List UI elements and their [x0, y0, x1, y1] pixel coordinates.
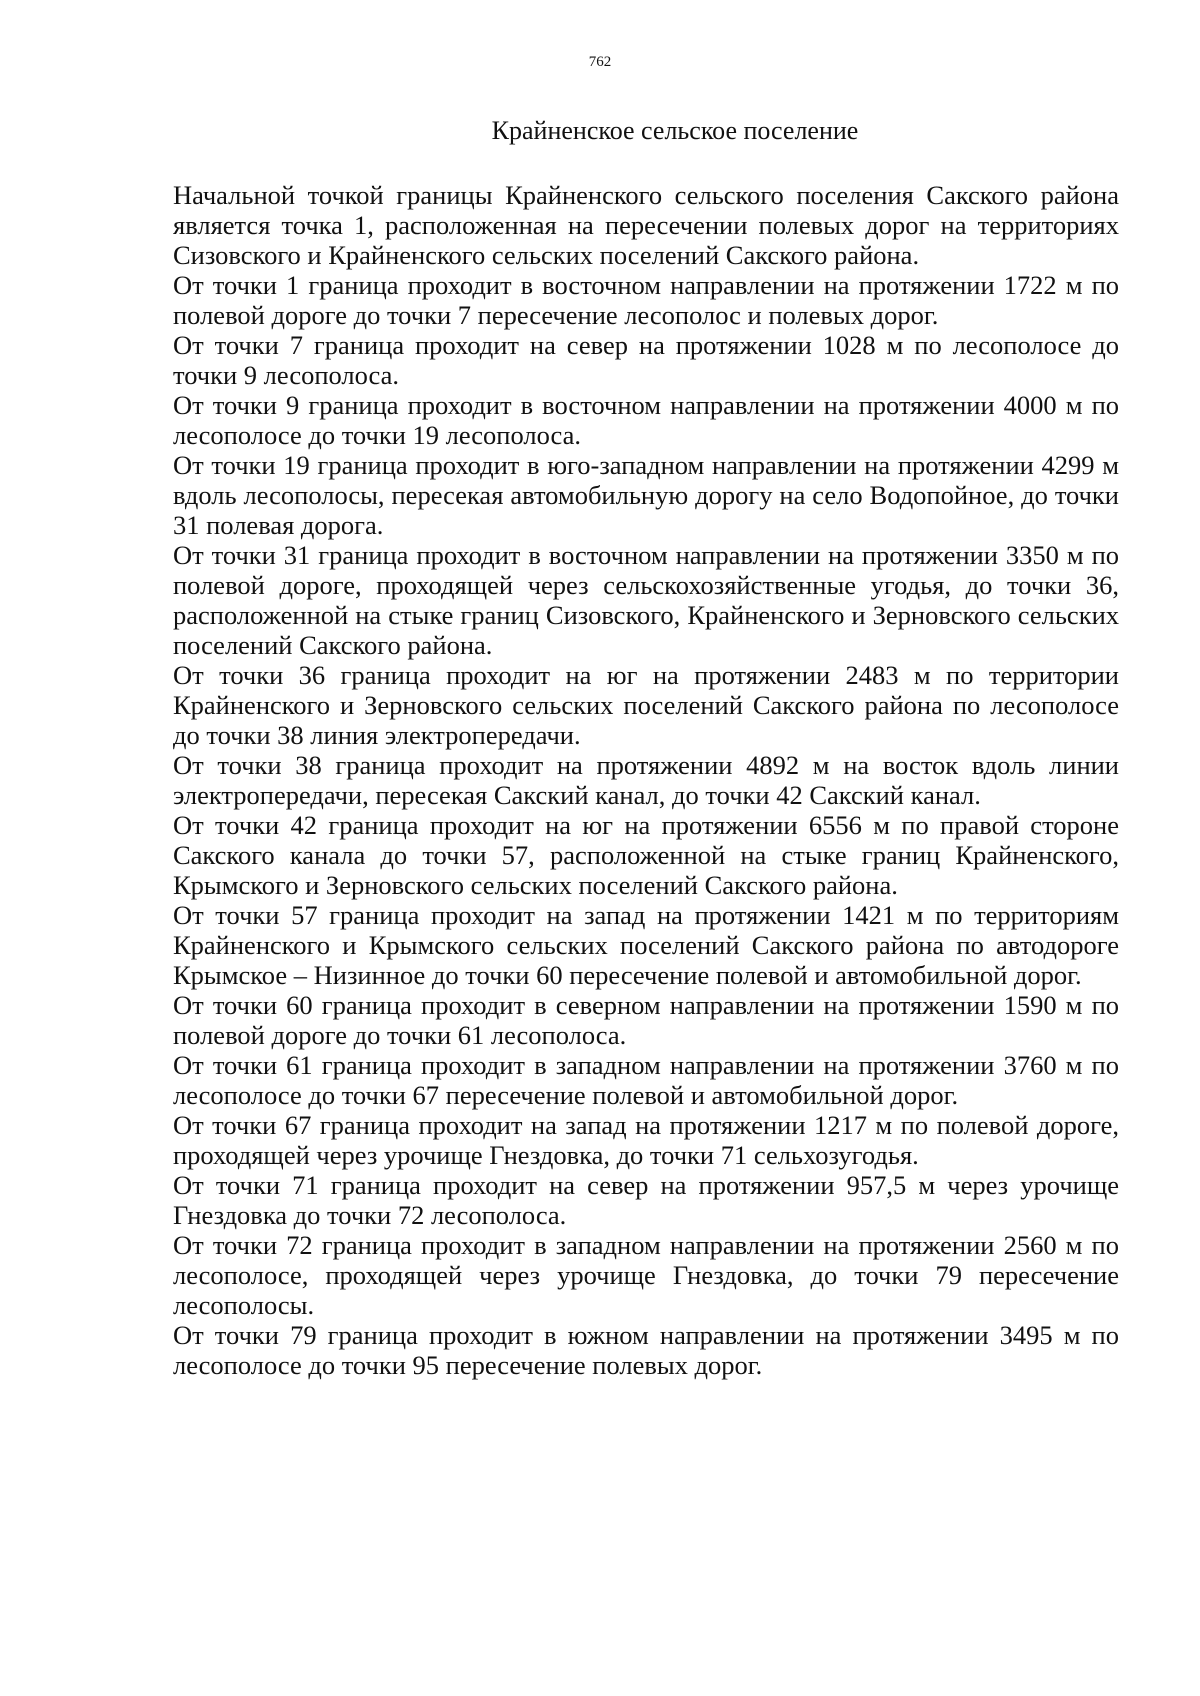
paragraph-point-57: От точки 57 граница проходит на запад на протяжении 1421 м по территориям Крайненского и Крымского сельских поселений Сакского района по автодороге Крымское – Низинное до точки 60 пересечение полевой и автомобильной дорог.: [173, 900, 1119, 990]
paragraph-point-61: От точки 61 граница проходит в западном направлении на протяжении 3760 м по лесополосе до точки 67 пересечение полевой и автомобильной дорог.: [173, 1050, 1119, 1110]
paragraph-point-71: От точки 71 граница проходит на север на протяжении 957,5 м через урочище Гнездовка до точки 72 лесополоса.: [173, 1170, 1119, 1230]
paragraph-point-79: От точки 79 граница проходит в южном направлении на протяжении 3495 м по лесополосе до точки 95 пересечение полевых дорог.: [173, 1320, 1119, 1380]
paragraph-point-31: От точки 31 граница проходит в восточном направлении на протяжении 3350 м по полевой дороге, проходящей через сельскохозяйственные угодья, до точки 36, расположенной на стыке границ Сизовского, Крайненского и Зерновского сельских поселений Сакского района.: [173, 540, 1119, 660]
paragraph-point-19: От точки 19 граница проходит в юго-западном направлении на протяжении 4299 м вдоль лесополосы, пересекая автомобильную дорогу на село Водопойное, до точки 31 полевая дорога.: [173, 450, 1119, 540]
paragraph-point-60: От точки 60 граница проходит в северном направлении на протяжении 1590 м по полевой дороге до точки 61 лесополоса.: [173, 990, 1119, 1050]
paragraph-point-36: От точки 36 граница проходит на юг на протяжении 2483 м по территории Крайненского и Зерновского сельских поселений Сакского района по лесополосе до точки 38 линия электропередачи.: [173, 660, 1119, 750]
paragraph-point-42: От точки 42 граница проходит на юг на протяжении 6556 м по правой стороне Сакского канала до точки 57, расположенной на стыке границ Крайненского, Крымского и Зерновского сельских поселений Сакского района.: [173, 810, 1119, 900]
section-title: Крайненское сельское поселение: [491, 116, 859, 145]
paragraph-point-38: От точки 38 граница проходит на протяжении 4892 м на восток вдоль линии электропередачи, пересекая Сакский канал, до точки 42 Сакский канал.: [173, 750, 1119, 810]
paragraph-point-9: От точки 9 граница проходит в восточном направлении на протяжении 4000 м по лесополосе до точки 19 лесополоса.: [173, 390, 1119, 450]
paragraph-point-1: От точки 1 граница проходит в восточном направлении на протяжении 1722 м по полевой дороге до точки 7 пересечение лесополос и полевых дорог.: [173, 270, 1119, 330]
document-body: [173, 180, 1119, 1380]
page-number: 762: [588, 54, 612, 70]
paragraph-point-7: От точки 7 граница проходит на север на протяжении 1028 м по лесополосе до точки 9 лесополоса.: [173, 330, 1119, 390]
paragraph-start-point: Начальной точкой границы Крайненского сельского поселения Сакского района является точка 1, расположенная на пересечении полевых дорог на территориях Сизовского и Крайненского сельских поселений Сакского района.: [173, 180, 1119, 270]
paragraph-point-72: От точки 72 граница проходит в западном направлении на протяжении 2560 м по лесополосе, проходящей через урочище Гнездовка, до точки 79 пересечение лесополосы.: [173, 1230, 1119, 1320]
paragraph-point-67: От точки 67 граница проходит на запад на протяжении 1217 м по полевой дороге, проходящей через урочище Гнездовка, до точки 71 сельхозугодья.: [173, 1110, 1119, 1170]
